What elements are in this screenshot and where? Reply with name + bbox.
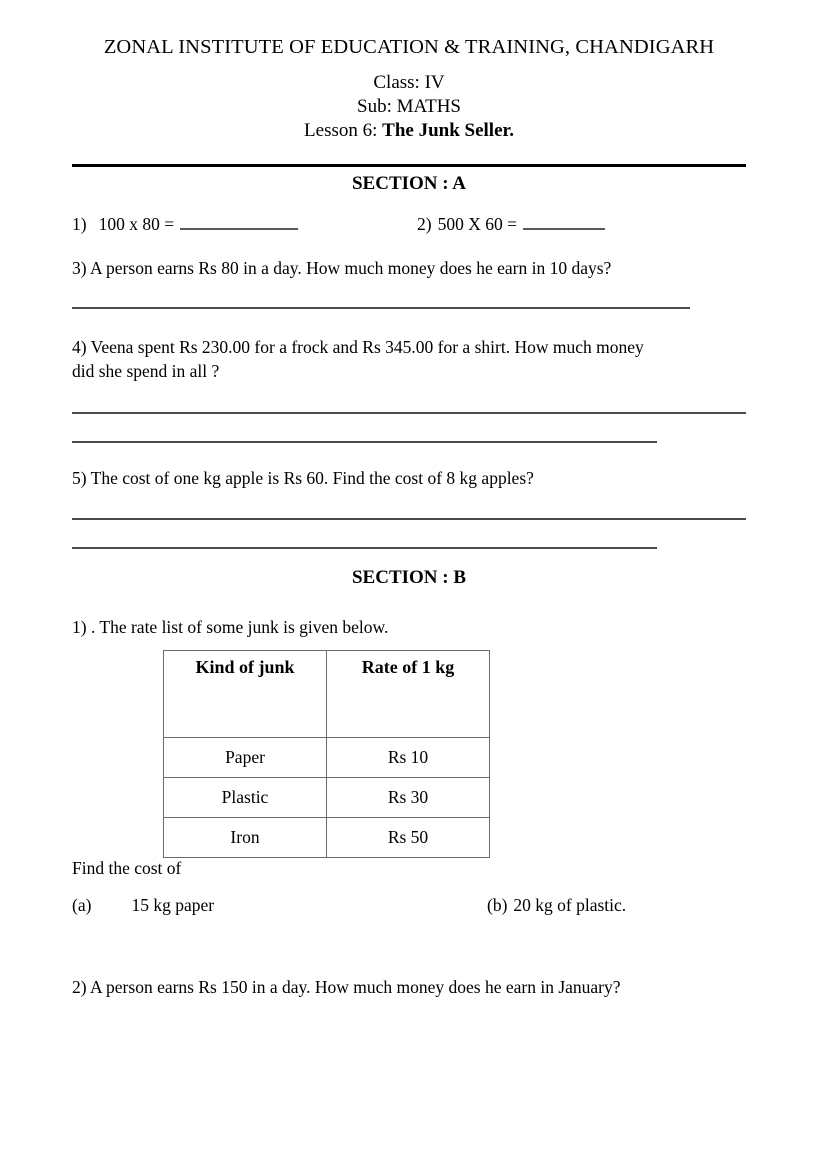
lesson-name: The Junk Seller. xyxy=(382,120,514,141)
table-row xyxy=(164,818,490,858)
question-1-answer-blank[interactable] xyxy=(180,228,298,230)
section-b-question-2: 2) A person earns Rs 150 in a day. How much money does he earn in January? xyxy=(72,977,621,997)
table-header-rate-of-1-kg: Rate of 1 kg xyxy=(327,651,490,738)
header-divider-rule xyxy=(72,164,746,167)
table-cell-junk-rate: Rs 30 xyxy=(327,778,490,818)
junk-rate-table xyxy=(163,650,490,858)
sub-question-b xyxy=(487,895,626,916)
lesson-line xyxy=(72,120,746,142)
question-4-line-2: did she spend in all ? xyxy=(72,361,220,381)
table-cell-junk-name: Iron xyxy=(164,818,327,858)
table-cell-junk-name: Paper xyxy=(164,738,327,778)
table-header-row xyxy=(164,651,490,738)
question-5-answer-line-1[interactable] xyxy=(72,518,746,520)
class-line: Class: IV xyxy=(373,72,445,93)
question-2-answer-blank[interactable] xyxy=(523,228,605,230)
section-b-heading: SECTION : B xyxy=(351,567,467,588)
question-4-line-1: 4) Veena spent Rs 230.00 for a frock and Rs 345.00 for a shirt. How much money xyxy=(72,337,644,357)
question-1 xyxy=(72,214,298,235)
sub-question-a-label: (a) xyxy=(72,895,92,915)
table-cell-junk-rate: Rs 10 xyxy=(327,738,490,778)
question-2-number: 2) xyxy=(417,214,432,234)
sub-question-b-label: (b) xyxy=(487,895,508,915)
table-header-kind-of-junk: Kind of junk xyxy=(164,651,327,738)
table-row xyxy=(164,738,490,778)
section-a-heading: SECTION : A xyxy=(351,173,467,194)
section-b-question-1-intro: 1) . The rate list of some junk is given below. xyxy=(72,617,389,637)
question-1-number: 1) xyxy=(72,214,87,234)
table-row xyxy=(164,778,490,818)
sub-question-b-text: 20 kg of plastic. xyxy=(513,895,627,915)
institute-title: ZONAL INSTITUTE OF EDUCATION & TRAINING, CHANDIGARH xyxy=(103,36,715,58)
question-3-answer-line-1[interactable] xyxy=(72,307,690,309)
table-cell-junk-rate: Rs 50 xyxy=(327,818,490,858)
question-3: 3) A person earns Rs 80 in a day. How much money does he earn in 10 days? xyxy=(72,258,612,278)
question-5-answer-line-2[interactable] xyxy=(72,547,657,549)
find-the-cost-of-label: Find the cost of xyxy=(72,858,182,878)
lesson-prefix: Lesson 6: xyxy=(304,120,383,141)
question-5: 5) The cost of one kg apple is Rs 60. Find the cost of 8 kg apples? xyxy=(72,468,534,488)
sub-question-a-text: 15 kg paper xyxy=(131,895,215,915)
question-4-answer-line-2[interactable] xyxy=(72,441,657,443)
sub-question-a xyxy=(72,895,214,916)
table-cell-junk-name: Plastic xyxy=(164,778,327,818)
subject-line: Sub: MATHS xyxy=(357,96,461,117)
question-2-text: 500 X 60 = xyxy=(437,214,517,234)
question-1-text: 100 x 80 = xyxy=(98,214,175,234)
question-2 xyxy=(417,214,605,235)
question-4-answer-line-1[interactable] xyxy=(72,412,746,414)
